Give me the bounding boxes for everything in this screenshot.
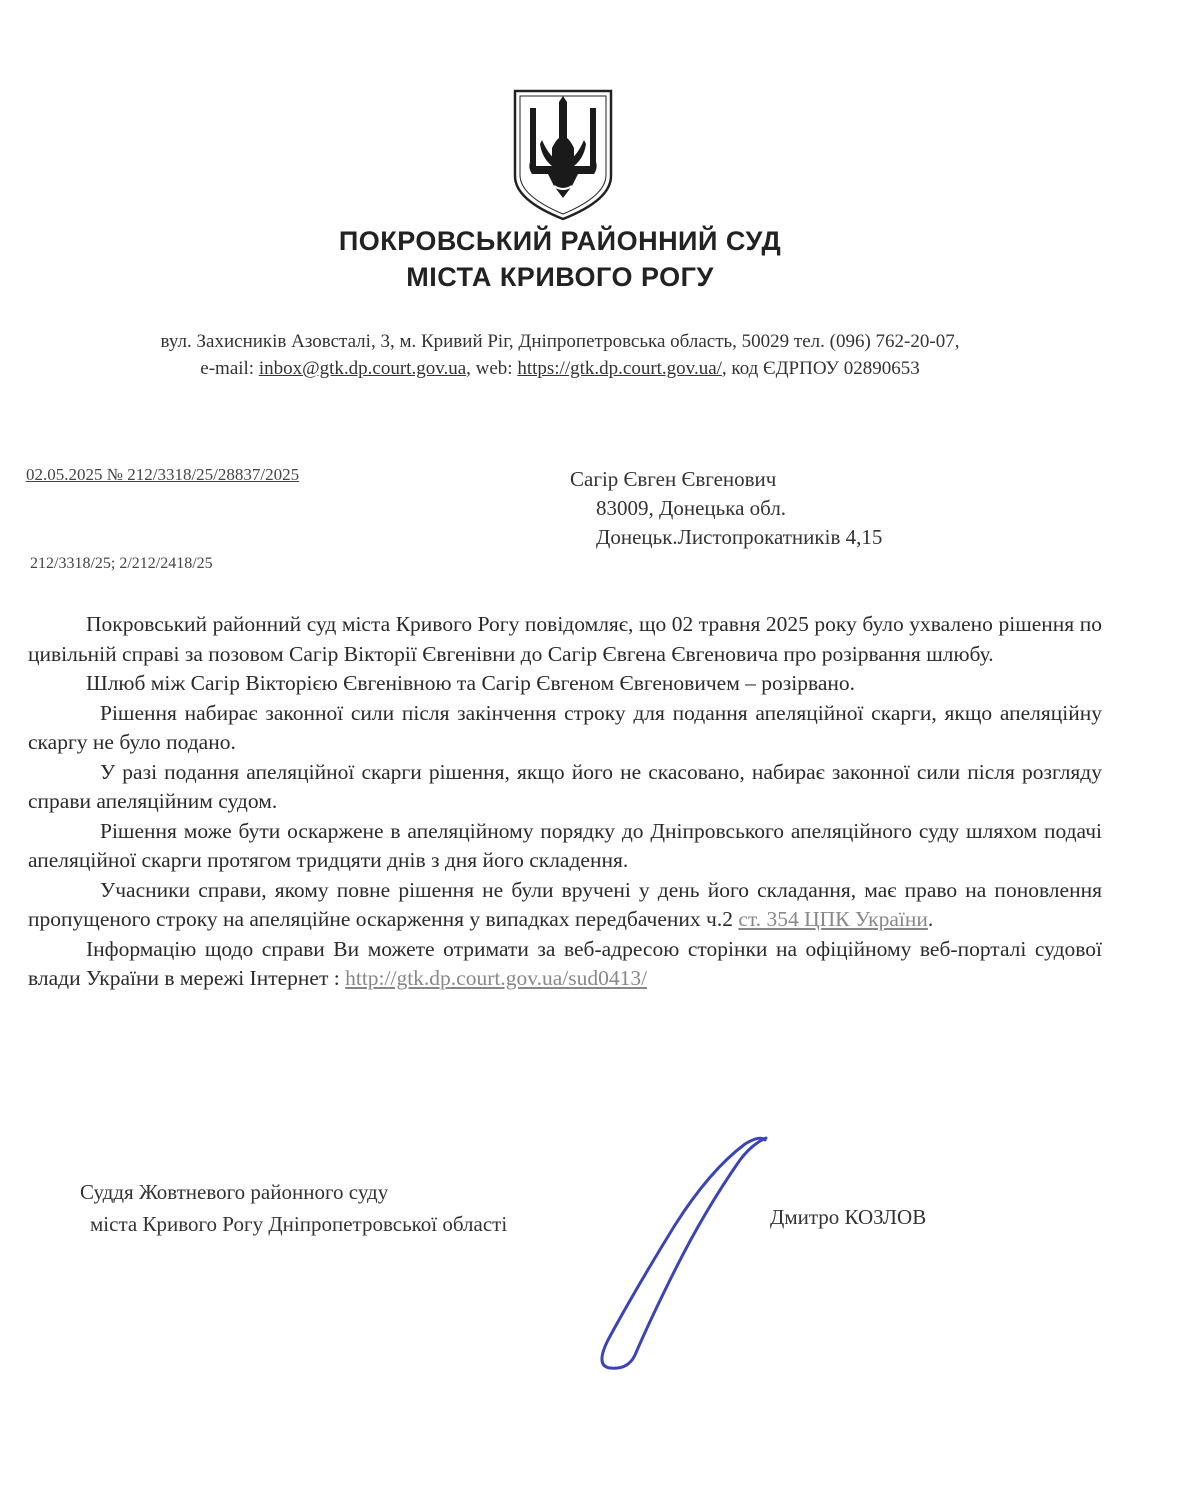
recipient-name: Сагір Євген Євгенович xyxy=(570,467,777,491)
court-contacts xyxy=(0,358,1120,380)
email-link[interactable]: inbox@gtk.dp.court.gov.ua xyxy=(258,358,467,379)
judge-title-line2: міста Кривого Рогу Дніпропетровської області xyxy=(90,1212,508,1236)
recipient-block xyxy=(570,465,882,552)
paragraph-renewal-right xyxy=(28,876,1102,935)
tryzub-coat-of-arms-icon xyxy=(512,88,614,222)
renewal-text: Учасники справи, якому повне рішення не були вручені у день його складання, має право на поновлення пропущеного строку на апеляційне оскарження у випадках передбачених ч.2 xyxy=(28,877,1102,931)
web-link[interactable]: https://gtk.dp.court.gov.ua/ xyxy=(517,358,722,379)
email-label: e-mail: xyxy=(200,358,259,379)
paragraph-legal-force: Рішення набирає законної сили після закінчення строку для подання апеляційної скарги, якщо апеляційну скаргу не було подано. xyxy=(28,700,1102,754)
info-text: Інформацію щодо справи Ви можете отримати за веб-адресою сторінки на офіційному веб-порталі судової влади України в мережі Інтернет : xyxy=(28,936,1102,990)
case-numbers: 212/3318/25; 2/212/2418/25 xyxy=(30,555,213,572)
paragraph-decision: Покровський районний суд міста Кривого Рогу повідомляє, що 02 травня 2025 року було ухвалено рішення по цивільній справі за позовом Сагір Вікторії Євгенівни до Сагір Євгена Євгеновича про розірвання шлюбу. xyxy=(28,612,1102,666)
paragraph-info xyxy=(28,935,1102,994)
court-address: вул. Захисників Азовсталі, 3, м. Кривий Ріг, Дніпропетровська область, 50029 тел. (096) 762-20-07, xyxy=(160,331,960,352)
recipient-postal: 83009, Донецька обл. xyxy=(596,496,787,520)
court-name-line1: ПОКРОВСЬКИЙ РАЙОННИЙ СУД xyxy=(338,226,782,256)
paragraph-divorce: Шлюб між Сагір Вікторією Євгенівною та Сагір Євгеном Євгеновичем – розірвано. xyxy=(86,671,856,695)
court-name-line2: МІСТА КРИВОГО РОГУ xyxy=(406,262,714,292)
judge-title-line1: Суддя Жовтневого районного суду xyxy=(80,1180,389,1204)
judge-title xyxy=(80,1176,507,1240)
recipient-street: Донецьк.Листопрокатників 4,15 xyxy=(596,525,883,549)
web-label: , web: xyxy=(466,358,518,379)
outgoing-reference: 02.05.2025 № 212/3318/25/28837/2025 xyxy=(26,465,300,484)
letter-body xyxy=(28,610,1102,994)
renewal-end: . xyxy=(927,907,934,931)
judge-name: Дмитро КОЗЛОВ xyxy=(770,1205,927,1229)
paragraph-appeal-case: У разі подання апеляційної скарги рішення, якщо його не скасовано, набирає законної сили після розгляду справи апеляційним судом. xyxy=(28,759,1102,813)
court-portal-link[interactable]: http://gtk.dp.court.gov.ua/sud0413/ xyxy=(345,966,648,990)
cpc-article-link[interactable]: ст. 354 ЦПК України xyxy=(738,907,928,931)
edrpou-code: , код ЄДРПОУ 02890653 xyxy=(721,358,920,379)
paragraph-appeal-procedure: Рішення може бути оскаржене в апеляційному порядку до Дніпровського апеляційного суду шляхом подачі апеляційної скарги протягом тридцяти днів з дня його складення. xyxy=(28,818,1102,872)
handwritten-signature xyxy=(580,1130,780,1375)
